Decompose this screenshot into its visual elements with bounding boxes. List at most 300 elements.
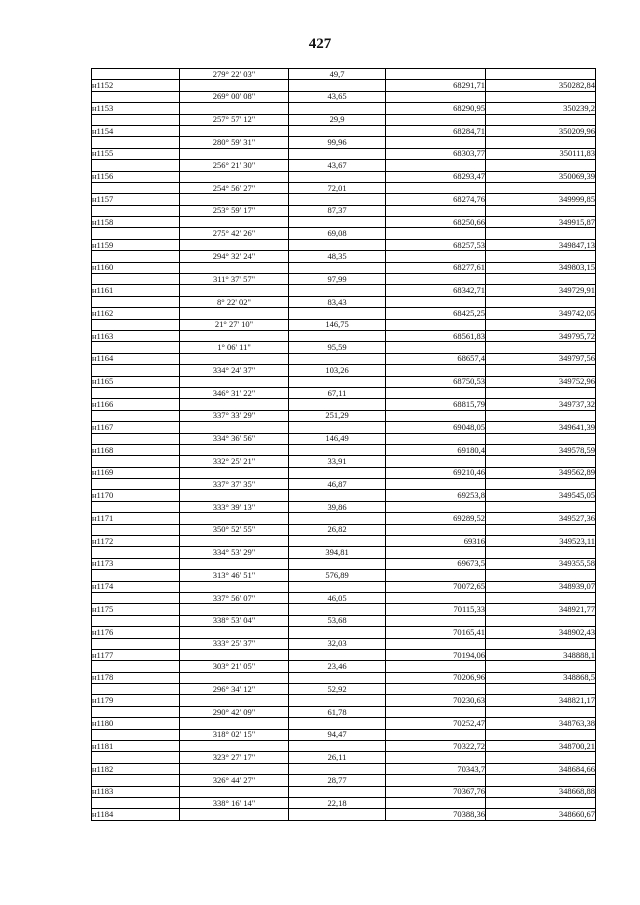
segment-row (92, 296, 596, 307)
point-name-cell: н1183 (92, 786, 180, 797)
segment-row (92, 615, 596, 626)
x-coordinate-cell: 68291,71 (386, 80, 486, 91)
x-cell-empty (386, 752, 486, 763)
y-coordinate-cell: 349578,59 (486, 444, 596, 455)
point-name-cell: н1160 (92, 262, 180, 273)
point-cell-empty (92, 775, 180, 786)
y-cell-empty (486, 410, 596, 421)
x-cell-empty (386, 137, 486, 148)
y-coordinate-cell: 348902,43 (486, 627, 596, 638)
x-coordinate-cell: 70322,72 (386, 741, 486, 752)
bearing-cell-empty (180, 490, 289, 501)
point-cell-empty (92, 706, 180, 717)
distance-cell: 33,91 (289, 456, 386, 467)
y-coordinate-cell: 349729,91 (486, 285, 596, 296)
x-cell-empty (386, 114, 486, 125)
y-coordinate-cell: 350239,2 (486, 103, 596, 114)
x-cell-empty (386, 387, 486, 398)
x-cell-empty (386, 592, 486, 603)
point-row (92, 627, 596, 638)
y-coordinate-cell: 350282,84 (486, 80, 596, 91)
point-row (92, 513, 596, 524)
bearing-cell: 334° 53' 29" (180, 547, 289, 558)
point-cell-empty (92, 547, 180, 558)
y-cell-empty (486, 296, 596, 307)
y-cell-empty (486, 479, 596, 490)
x-coordinate-cell: 68425,25 (386, 308, 486, 319)
point-row (92, 217, 596, 228)
distance-cell-empty (289, 513, 386, 524)
bearing-cell: 294° 32' 24" (180, 251, 289, 262)
point-cell-empty (92, 342, 180, 353)
bearing-cell-empty (180, 194, 289, 205)
bearing-cell-empty (180, 695, 289, 706)
segment-row (92, 137, 596, 148)
x-cell-empty (386, 91, 486, 102)
bearing-cell: 290° 42' 09" (180, 706, 289, 717)
y-cell-empty (486, 137, 596, 148)
point-cell-empty (92, 752, 180, 763)
point-row (92, 718, 596, 729)
distance-cell-empty (289, 763, 386, 774)
y-cell-empty (486, 251, 596, 262)
distance-cell-empty (289, 695, 386, 706)
x-coordinate-cell: 68342,71 (386, 285, 486, 296)
y-coordinate-cell: 348684,66 (486, 763, 596, 774)
distance-cell: 26,82 (289, 524, 386, 535)
point-row (92, 80, 596, 91)
point-name-cell: н1184 (92, 809, 180, 820)
bearing-cell: 1° 06' 11" (180, 342, 289, 353)
distance-cell: 83,43 (289, 296, 386, 307)
segment-row (92, 547, 596, 558)
distance-cell: 72,01 (289, 182, 386, 193)
distance-cell: 146,75 (289, 319, 386, 330)
bearing-cell: 318° 02' 15" (180, 729, 289, 740)
y-coordinate-cell: 349527,36 (486, 513, 596, 524)
distance-cell: 22,18 (289, 798, 386, 809)
distance-cell: 29,9 (289, 114, 386, 125)
distance-cell: 576,89 (289, 570, 386, 581)
bearing-cell: 337° 37' 35" (180, 479, 289, 490)
segment-row (92, 69, 596, 80)
distance-cell: 28,77 (289, 775, 386, 786)
y-coordinate-cell: 348763,38 (486, 718, 596, 729)
point-row (92, 308, 596, 319)
distance-cell-empty (289, 490, 386, 501)
point-name-cell: н1180 (92, 718, 180, 729)
bearing-cell: 253° 59' 17" (180, 205, 289, 216)
distance-cell-empty (289, 786, 386, 797)
distance-cell-empty (289, 718, 386, 729)
point-name-cell: н1175 (92, 604, 180, 615)
y-coordinate-cell: 348821,17 (486, 695, 596, 706)
point-cell-empty (92, 479, 180, 490)
bearing-cell-empty (180, 536, 289, 547)
coordinates-table (91, 68, 596, 821)
point-row (92, 103, 596, 114)
distance-cell: 43,67 (289, 160, 386, 171)
segment-row (92, 205, 596, 216)
point-name-cell: н1161 (92, 285, 180, 296)
bearing-cell-empty (180, 399, 289, 410)
x-coordinate-cell: 68290,95 (386, 103, 486, 114)
x-coordinate-cell: 68750,53 (386, 376, 486, 387)
distance-cell-empty (289, 171, 386, 182)
point-name-cell: н1159 (92, 239, 180, 250)
y-cell-empty (486, 365, 596, 376)
y-coordinate-cell: 349797,56 (486, 353, 596, 364)
segment-row (92, 251, 596, 262)
point-name-cell: н1169 (92, 467, 180, 478)
bearing-cell-empty (180, 239, 289, 250)
y-coordinate-cell: 349752,96 (486, 376, 596, 387)
bearing-cell: 326° 44' 27" (180, 775, 289, 786)
x-coordinate-cell: 68657,4 (386, 353, 486, 364)
point-name-cell: н1162 (92, 308, 180, 319)
distance-cell: 61,78 (289, 706, 386, 717)
segment-row (92, 91, 596, 102)
x-cell-empty (386, 296, 486, 307)
bearing-cell: 332° 25' 21" (180, 456, 289, 467)
point-name-cell: н1182 (92, 763, 180, 774)
point-row (92, 809, 596, 820)
y-coordinate-cell: 348660,67 (486, 809, 596, 820)
distance-cell: 48,35 (289, 251, 386, 262)
bearing-cell: 313° 46' 51" (180, 570, 289, 581)
x-coordinate-cell: 68815,79 (386, 399, 486, 410)
y-cell-empty (486, 706, 596, 717)
bearing-cell-empty (180, 627, 289, 638)
y-coordinate-cell: 348939,07 (486, 581, 596, 592)
point-row (92, 672, 596, 683)
point-name-cell: н1167 (92, 422, 180, 433)
bearing-cell: 337° 33' 29" (180, 410, 289, 421)
point-cell-empty (92, 182, 180, 193)
x-cell-empty (386, 342, 486, 353)
bearing-cell: 8° 22' 02" (180, 296, 289, 307)
point-name-cell: н1181 (92, 741, 180, 752)
distance-cell-empty (289, 422, 386, 433)
y-cell-empty (486, 433, 596, 444)
y-cell-empty (486, 775, 596, 786)
distance-cell: 146,49 (289, 433, 386, 444)
y-cell-empty (486, 160, 596, 171)
bearing-cell-empty (180, 285, 289, 296)
y-cell-empty (486, 274, 596, 285)
point-cell-empty (92, 365, 180, 376)
point-name-cell: н1152 (92, 80, 180, 91)
point-cell-empty (92, 137, 180, 148)
point-name-cell: н1157 (92, 194, 180, 205)
segment-row (92, 274, 596, 285)
x-cell-empty (386, 479, 486, 490)
x-cell-empty (386, 524, 486, 535)
segment-row (92, 456, 596, 467)
bearing-cell-empty (180, 125, 289, 136)
y-coordinate-cell: 350111,83 (486, 148, 596, 159)
segment-row (92, 798, 596, 809)
y-coordinate-cell: 349847,13 (486, 239, 596, 250)
x-coordinate-cell: 68284,71 (386, 125, 486, 136)
point-row (92, 581, 596, 592)
point-row (92, 285, 596, 296)
y-coordinate-cell: 348700,21 (486, 741, 596, 752)
bearing-cell: 21° 27' 10" (180, 319, 289, 330)
bearing-cell-empty (180, 444, 289, 455)
distance-cell: 394,81 (289, 547, 386, 558)
y-cell-empty (486, 342, 596, 353)
segment-row (92, 775, 596, 786)
x-cell-empty (386, 706, 486, 717)
point-row (92, 467, 596, 478)
point-row (92, 604, 596, 615)
bearing-cell-empty (180, 809, 289, 820)
x-cell-empty (386, 638, 486, 649)
y-coordinate-cell: 349562,89 (486, 467, 596, 478)
x-cell-empty (386, 547, 486, 558)
segment-row (92, 684, 596, 695)
point-cell-empty (92, 274, 180, 285)
distance-cell-empty (289, 672, 386, 683)
distance-cell: 39,86 (289, 501, 386, 512)
x-coordinate-cell: 69210,46 (386, 467, 486, 478)
bearing-cell: 334° 36' 56" (180, 433, 289, 444)
point-cell-empty (92, 69, 180, 80)
segment-row (92, 570, 596, 581)
point-cell-empty (92, 296, 180, 307)
bearing-cell: 254° 56' 27" (180, 182, 289, 193)
point-name-cell: н1171 (92, 513, 180, 524)
x-coordinate-cell: 68274,76 (386, 194, 486, 205)
point-cell-empty (92, 570, 180, 581)
bearing-cell: 275° 42' 26" (180, 228, 289, 239)
distance-cell: 94,47 (289, 729, 386, 740)
y-coordinate-cell: 349915,87 (486, 217, 596, 228)
point-row (92, 558, 596, 569)
y-cell-empty (486, 570, 596, 581)
bearing-cell-empty (180, 171, 289, 182)
distance-cell-empty (289, 148, 386, 159)
bearing-cell-empty (180, 558, 289, 569)
segment-row (92, 638, 596, 649)
bearing-cell-empty (180, 649, 289, 660)
y-coordinate-cell: 348868,5 (486, 672, 596, 683)
point-row (92, 422, 596, 433)
point-name-cell: н1166 (92, 399, 180, 410)
x-coordinate-cell: 70343,7 (386, 763, 486, 774)
distance-cell: 87,37 (289, 205, 386, 216)
bearing-cell-empty (180, 353, 289, 364)
y-cell-empty (486, 729, 596, 740)
point-cell-empty (92, 114, 180, 125)
x-coordinate-cell: 70252,47 (386, 718, 486, 729)
point-cell-empty (92, 228, 180, 239)
distance-cell: 67,11 (289, 387, 386, 398)
segment-row (92, 752, 596, 763)
point-cell-empty (92, 798, 180, 809)
x-cell-empty (386, 319, 486, 330)
segment-row (92, 365, 596, 376)
y-cell-empty (486, 501, 596, 512)
distance-cell-empty (289, 376, 386, 387)
point-row (92, 695, 596, 706)
distance-cell-empty (289, 399, 386, 410)
x-coordinate-cell: 70388,36 (386, 809, 486, 820)
point-name-cell: н1168 (92, 444, 180, 455)
y-cell-empty (486, 661, 596, 672)
bearing-cell-empty (180, 604, 289, 615)
point-row (92, 399, 596, 410)
distance-cell-empty (289, 80, 386, 91)
point-cell-empty (92, 661, 180, 672)
x-coordinate-cell: 69253,8 (386, 490, 486, 501)
page-number: 427 (308, 36, 332, 52)
distance-cell: 95,59 (289, 342, 386, 353)
point-row (92, 125, 596, 136)
point-name-cell: н1156 (92, 171, 180, 182)
coordinates-table-body (92, 69, 596, 821)
point-row (92, 353, 596, 364)
y-cell-empty (486, 798, 596, 809)
segment-row (92, 319, 596, 330)
segment-row (92, 410, 596, 421)
y-cell-empty (486, 456, 596, 467)
distance-cell: 99,96 (289, 137, 386, 148)
point-cell-empty (92, 433, 180, 444)
segment-row (92, 592, 596, 603)
y-coordinate-cell: 349545,05 (486, 490, 596, 501)
bearing-cell-empty (180, 148, 289, 159)
distance-cell-empty (289, 809, 386, 820)
bearing-cell-empty (180, 217, 289, 228)
y-coordinate-cell: 349999,85 (486, 194, 596, 205)
x-cell-empty (386, 205, 486, 216)
distance-cell: 43,65 (289, 91, 386, 102)
x-cell-empty (386, 251, 486, 262)
x-coordinate-cell: 70115,33 (386, 604, 486, 615)
x-cell-empty (386, 69, 486, 80)
y-cell-empty (486, 91, 596, 102)
segment-row (92, 387, 596, 398)
distance-cell-empty (289, 262, 386, 273)
distance-cell: 97,99 (289, 274, 386, 285)
point-name-cell: н1177 (92, 649, 180, 660)
bearing-cell: 280° 59' 31" (180, 137, 289, 148)
point-row (92, 376, 596, 387)
point-row (92, 262, 596, 273)
y-cell-empty (486, 319, 596, 330)
segment-row (92, 228, 596, 239)
y-cell-empty (486, 69, 596, 80)
x-coordinate-cell: 70206,96 (386, 672, 486, 683)
x-cell-empty (386, 228, 486, 239)
x-cell-empty (386, 661, 486, 672)
bearing-cell: 333° 39' 13" (180, 501, 289, 512)
distance-cell: 69,08 (289, 228, 386, 239)
point-name-cell: н1170 (92, 490, 180, 501)
bearing-cell-empty (180, 467, 289, 478)
bearing-cell-empty (180, 718, 289, 729)
y-coordinate-cell: 348921,77 (486, 604, 596, 615)
x-coordinate-cell: 68277,61 (386, 262, 486, 273)
bearing-cell: 346° 31' 22" (180, 387, 289, 398)
bearing-cell-empty (180, 103, 289, 114)
y-cell-empty (486, 752, 596, 763)
x-cell-empty (386, 365, 486, 376)
y-coordinate-cell: 348668,88 (486, 786, 596, 797)
segment-row (92, 160, 596, 171)
segment-row (92, 524, 596, 535)
distance-cell: 26,11 (289, 752, 386, 763)
x-coordinate-cell: 69048,05 (386, 422, 486, 433)
distance-cell-empty (289, 581, 386, 592)
distance-cell-empty (289, 125, 386, 136)
segment-row (92, 706, 596, 717)
bearing-cell-empty (180, 672, 289, 683)
bearing-cell-empty (180, 330, 289, 341)
point-row (92, 239, 596, 250)
distance-cell-empty (289, 308, 386, 319)
bearing-cell-empty (180, 422, 289, 433)
point-row (92, 171, 596, 182)
distance-cell-empty (289, 194, 386, 205)
bearing-cell-empty (180, 376, 289, 387)
point-row (92, 763, 596, 774)
point-name-cell: н1172 (92, 536, 180, 547)
distance-cell-empty (289, 330, 386, 341)
distance-cell-empty (289, 285, 386, 296)
x-coordinate-cell: 70230,63 (386, 695, 486, 706)
distance-cell-empty (289, 353, 386, 364)
x-coordinate-cell: 70194,06 (386, 649, 486, 660)
x-cell-empty (386, 160, 486, 171)
bearing-cell: 338° 16' 14" (180, 798, 289, 809)
distance-cell: 49,7 (289, 69, 386, 80)
y-cell-empty (486, 524, 596, 535)
y-coordinate-cell: 349795,72 (486, 330, 596, 341)
point-row (92, 194, 596, 205)
segment-row (92, 342, 596, 353)
point-cell-empty (92, 91, 180, 102)
point-name-cell: н1178 (92, 672, 180, 683)
distance-cell: 32,03 (289, 638, 386, 649)
x-coordinate-cell: 68293,47 (386, 171, 486, 182)
point-cell-empty (92, 729, 180, 740)
point-cell-empty (92, 251, 180, 262)
x-coordinate-cell: 70072,65 (386, 581, 486, 592)
point-cell-empty (92, 410, 180, 421)
x-cell-empty (386, 684, 486, 695)
point-row (92, 649, 596, 660)
x-cell-empty (386, 798, 486, 809)
distance-cell: 251,29 (289, 410, 386, 421)
point-cell-empty (92, 638, 180, 649)
point-cell-empty (92, 160, 180, 171)
y-cell-empty (486, 684, 596, 695)
y-cell-empty (486, 592, 596, 603)
y-cell-empty (486, 387, 596, 398)
y-cell-empty (486, 182, 596, 193)
point-row (92, 444, 596, 455)
x-coordinate-cell: 70367,76 (386, 786, 486, 797)
x-coordinate-cell: 68303,77 (386, 148, 486, 159)
bearing-cell: 334° 24' 37" (180, 365, 289, 376)
x-coordinate-cell: 68561,83 (386, 330, 486, 341)
point-cell-empty (92, 205, 180, 216)
point-cell-empty (92, 615, 180, 626)
point-cell-empty (92, 684, 180, 695)
